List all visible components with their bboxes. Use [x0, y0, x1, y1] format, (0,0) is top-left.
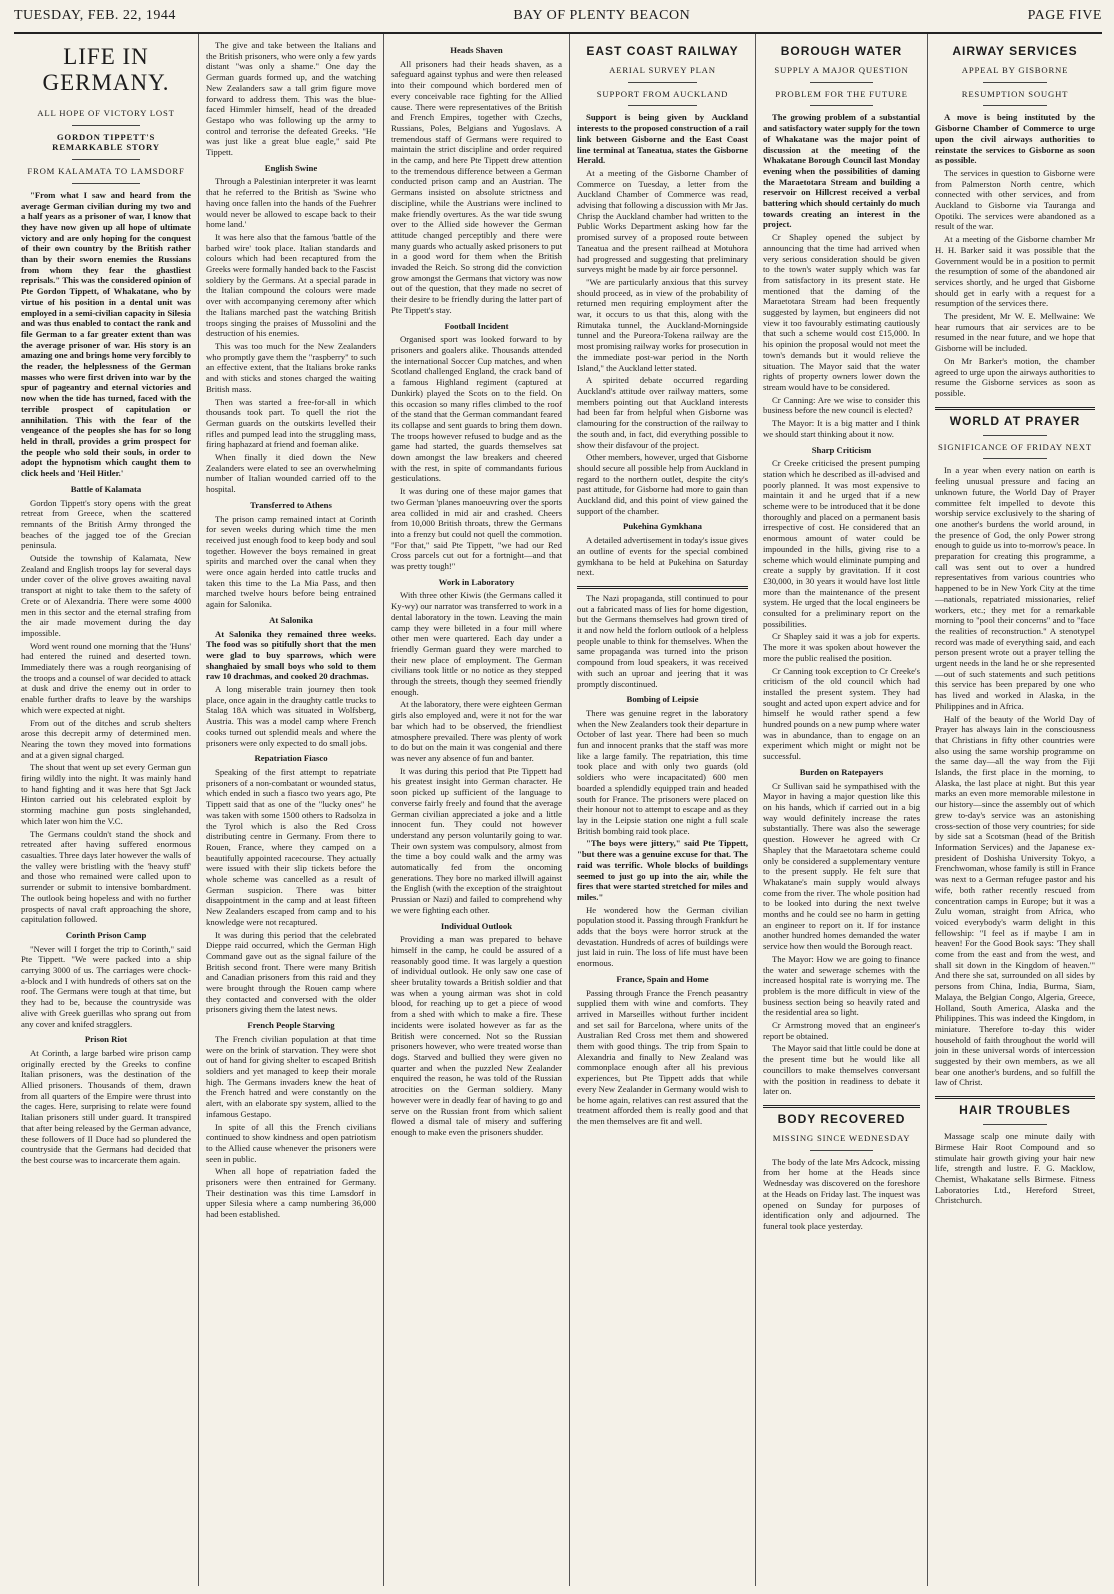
airway-lead: A move is being instituted by the Gisborne Chamber of Commerce to urge upon the civil airways authorities to reinstate the services to Gisborne as soon as possible. [935, 112, 1095, 166]
airway-paragraph: At a meeting of the Gisborne chamber Mr H. H. Barker said it was possible that the Government would be in a position to permit the resumption of some of the abandoned air services shortly, and he urged that Gisborne should get in early with a request for a resumption of the services there. [935, 234, 1095, 309]
divider [628, 82, 696, 83]
life-paragraph: A long miserable train journey then took place, once again in the draughty cattle trucks to Stalag 18A which was situated in Wolfsberg, Austria. This was a model camp where French cooks turned out splendid meals and where the prisoners were only expected to do small jobs. [206, 684, 376, 748]
water-paragraph: The Mayor: How we are going to finance the water and sewerage schemes with the increased hospital rate is worrying me. The problem is the more difficult in view of the business section being so heavily rated and the residential area so light. [763, 953, 920, 1018]
water-paragraph: Cr Canning took exception to Cr Creeke's criticism of the old council which had installed the present system. They had sought and acted upon expert advice and for himself he would rather spend a few hundred pounds on a new pump where water was in abundance, than to engage on an experiment which might or might not be successful. [763, 665, 920, 762]
life-paragraph: The Germans couldn't stand the shock and retreated after having suffered enormous casualties. Three days later however the walls of the valley were bristling with the 'heavy stuff' and those who remained were called upon to surrender or submit to intensive bombardment. The outlook being hopeless and with no further prospects of naval craft approaching the shore, capitulation followed. [21, 828, 191, 925]
life-subhead-2: GORDON TIPPETT'S REMARKABLE STORY [52, 131, 160, 153]
issue-date: TUESDAY, FEB. 22, 1944 [14, 8, 176, 23]
divider [983, 1124, 1047, 1125]
hair-paragraph: Massage scalp one minute daily with Birmese Hair Root Compound and so stimulate hair growth giving your hair new life, strength and lustre. F. G. Macklow, Chemist, Whakatane sells Birmese. Fitness Laboratories Ltd., Hereford Street, Christchurch. [935, 1131, 1095, 1206]
divider [72, 125, 140, 126]
columns [14, 34, 1102, 1586]
life-subhead-1: ALL HOPE OF VICTORY LOST [37, 108, 175, 118]
railway-lead: Support is being given by Auckland interests to the proposed construction of a rail link between Gisborne and the East Coast line terminal at Taneatua, states the Gisborne Herald. [577, 112, 748, 166]
life-section-heading: Battle of Kalamata [70, 483, 142, 494]
life-paragraph: At Corinth, a large barbed wire prison camp originally erected by the Greeks to confine Italian prisoners, was the destination of the Allied prisoners. Thousands of them, drawn from all quarters of the Empire were thrust into the cages. Here, surprising to relate were found Italian prisoners still under guard. It transpired that after being released by the German advance, these followers of Il Duce had so plundered the countryside that the Germans had decided that the best course was to incarcerate them again. [21, 1047, 191, 1165]
life-paragraph: He wondered how the German civilian population stood it. Passing through Frankfurt he adds that the boys were horror struck at the devastation. Hundreds of acres of buildings were just laid in ruin. The loss of life must have been enormous. [577, 904, 748, 969]
life-section-heading: At Salonika [269, 614, 313, 625]
life-paragraph: It was during this period that Pte Tippett had his greatest insight into German character. He soon picked up sufficient of the language to converse fairly freely and found that the average German civilian appreciated a joke and a little innocent fun. They could not however understand any person voluntarily going to war. Their own system was compulsory, almost from the time a boy could walk and the army was automatically fed from the oncoming generations. They bore no marked illwill against the English (with the exception of the straightout Prussian or Nazi) and failed to comprehend why we were fighting each other. [391, 765, 562, 915]
life-paragraph: This was too much for the New Zealanders who promptly gave them the "raspberry" to such an effective extent, that the Italians broke ranks and with sticks and stones charged the waiting British mass. [206, 340, 376, 394]
life-section-heading: Football Incident [444, 320, 509, 331]
water-section-heading: Burden on Ratepayers [799, 766, 884, 777]
life-paragraph: Speaking of the first attempt to repatriate prisoners of a non-combatant or wounded status, which ended in such a fiasco two years ago, Pte Tippett said that as one of the "lucky ones" he was taken with some 1500 others to Radsolza in the Tyrol which is also the Red Cross distributing centre in Germany. From there to Rouen, France, where they camped on a beautifully appointed racecourse. They actually were issued with their slip tickets before the whole scheme was cancelled as a result of German suspicion. There was bitter disappointment in the camp and at least fifteen New Zealanders escaped from camp and to his knowledge were not recaptured. [206, 767, 376, 927]
life-paragraph: When all hope of repatriation faded the prisoners were then entrained for Germany. Their destination was this time Lamsdorf in upper Silesia where a camp numbering 36,000 had been established. [206, 1166, 376, 1220]
divider [983, 435, 1047, 436]
water-paragraph: Cr Shapley opened the subject by announcing that the time had arrived when very serious consideration should be given to the town's water supply which was far from satisfactory in its present state. He mentioned that the daming of the Maraetotara Stream had been frequently suggested by laymen, but engineers did not view it too favourably estimating cautiously that such a scheme would cost £15,000. In his opinion the proposal would not meet the town's demands but it would relieve the situation. The Mayor said that the water rights of property owners lower down the stream would have to be considered. [763, 232, 920, 392]
water-paragraph: Cr Canning: Are we wise to consider this business before the new council is elected? [763, 394, 920, 416]
water-subhead-1: SUPPLY A MAJOR QUESTION [774, 65, 909, 75]
body-subhead: MISSING SINCE WEDNESDAY [772, 1132, 911, 1143]
masthead [14, 8, 1102, 34]
airway-headline: AIRWAY SERVICES [952, 44, 1078, 58]
life-paragraph: The give and take between the Italians and the British prisoners, who were only a few yards distant "was only a shame." One day the German guards formed up, and the watching New Zealanders saw a tall grim figure move forward to address them. This was the blue-faced Himmler himself, head of the dreaded Gestapo who was following up the army to control and terrorise the defeated Greeks. "He was just like a great blue eagle," said Pte Tippett. [206, 40, 376, 158]
life-section-heading: Repatriation Fiasco [254, 753, 328, 764]
life-paragraph: Then was started a free-for-all in which thousands took part. To quell the riot the German guards on the outskirts levelled their rifles and pumped lead into the struggling mass, firing haphazard at friend and foeman alike. [206, 396, 376, 450]
body-headline: BODY RECOVERED [777, 1111, 906, 1126]
column-2 [199, 34, 384, 1586]
divider [935, 1096, 1095, 1099]
divider [577, 586, 748, 589]
railway-paragraph: "We are particularly anxious that this survey should proceed, as in view of the probability of returned men requiring employment after the war, it occurs to us that this, along with the Rimutaka tunnel, the Auckland-Morningside tunnel and the Pureora-Tokena railway are the most promising railway works for prosecution in the immediate post-war period in the North Island," the Auckland letter stated. [577, 276, 748, 373]
life-section-heading: Work in Laboratory [438, 576, 515, 587]
life-section-heading: English Swine [264, 162, 318, 173]
divider [628, 105, 696, 106]
life-paragraph: Word went round one morning that the 'Huns' had entered the ruined and deserted town. Immediately there was a rough reorganising of the troops and a counsel of war decided to attack at dusk and drive the enemy out in order to enable further drafts to leave by the warships which were expected at night. [21, 640, 191, 715]
railway-headline: EAST COAST RAILWAY [586, 44, 739, 58]
airway-subhead-2: RESUMPTION SOUGHT [961, 88, 1069, 99]
life-paragraph-bold: At Salonika they remained three weeks. The food was so pitifully short that the men were glad to buy sparrows, which were shanghaied by small boys who sold to them raw 10 drachmas, and cooked 20 drachmas. [206, 628, 376, 682]
life-paragraph: It was during this period that the celebrated Dieppe raid occurred, which the German High Command gave out as the signal failure of the British second front. There were many British and Canadian prisoners from this raid and they were brought through the Rouen camp where they contacted and conversed with the older prisoners giving them the latest news. [206, 929, 376, 1015]
life-paragraph: The Nazi propaganda, still continued to pour out a fabricated mass of lies for home digestion, but the Germans themselves had grown tired of it and now held the forlorn outlook of a helpless people unable to think for themselves. When the same propaganda was turned into the prison compound from loud speakers, it was received with such an uproar and jeering that it was promptly discontinued. [577, 592, 748, 689]
life-paragraph: With three other Kiwis (the Germans called it Ky-wy) our narrator was transferred to work in a dental laboratory in the town. Leaving the main camp they were billeted in a four mill where other men were quartered. Each day under a friendly German guard they were marched to their new place of employment. The German civilians took little or no notice as they stepped through the streets, though they seemed friendly enough. [391, 590, 562, 697]
life-paragraph: Passing through France the French peasantry supplied them with wine and comforts. They arrived in Marseilles without further incident and set sail for Barcelona, where units of the Australian Red Cross met them and showered them with good things. The trip from Spain to Alexandria and finally to New Zealand was commonplace enough after all his previous experiences, but Pte Tippett adds that while every New Zealander in Germany would wish to be home again, relatives can rest assured that the treatment afforded them is really good and that the men themselves are fit and well. [577, 987, 748, 1126]
life-section-heading: Bombing of Leipsie [626, 694, 699, 705]
water-paragraph: The Mayor: It is a big matter and I think we should start thinking about it now. [763, 418, 920, 439]
railway-paragraph: A spirited debate occurred regarding Auckland's attitude over railway matters, some members pointing out that Auckland interests had been far from helpful when Gisborne was clamouring for the construction of the railway to the south and, in fact, did everything possible to show their disfavour of the project. [577, 375, 748, 450]
life-section-heading: French People Starving [247, 1020, 335, 1031]
railway-paragraph: Other members, however, urged that Gisborne should secure all possible help from Auckland in regard to the northern outlet, despite the city's past attitude, for Gisborne had more to gain than Auckland did, and this point of view gained the support of the chamber. [577, 452, 748, 516]
life-paragraph: From out of the ditches and scrub shelters arose this decrepit army of determined men. Nearing the town they moved into formations and at a given signal charged. [21, 717, 191, 760]
column-6 [928, 34, 1102, 1586]
divider [72, 183, 140, 184]
railway-paragraph: At a meeting of the Gisborne Chamber of Commerce on Tuesday, a letter from the Auckland Chamber of Commerce was read, advising that following a discussion with Mr Jas. Chrisp the Auckland chamber had written to the Public Works Department asking how far the promised survey of a proposed route between Taneatua and the present railhead at Motuhora had progressed and suggesting that preliminary surveys might be made by air force personnel. [577, 167, 748, 275]
life-paragraph: The French civilian population at that time were on the brink of starvation. They were shot out of hand for giving shelter to escaped British soldiers and yet managed to keep their morale high. The Germans invaders knew the heat of the French hatred and were constantly on the alert, with an elaborate spy system, allied to the infamous Gestapo. [206, 1033, 376, 1119]
gymkhana-paragraph: A detailed advertisement in today's issue gives an outline of events for the special combined gymkhana to be held at Pukehina on Saturday next. [577, 535, 748, 578]
life-section-heading: France, Spain and Home [616, 973, 709, 984]
life-paragraph: "Never will I forget the trip to Corinth," said Pte Tippett. "We were packed into a ship carrying 3000 of us. The carriages were chock-a-block and I with hundreds of others sat on the roof. The Germans were tough at that time, but they had to be, because the countryside was alive with Greek guerillas who sprang out from any cover and knifed stragglers. [21, 943, 191, 1029]
gymkhana-heading: Pukehina Gymkhana [623, 521, 702, 532]
water-headline: BOROUGH WATER [780, 44, 903, 58]
airway-paragraph: The services in question to Gisborne were from Palmerston North centre, which connected with other services, and from Auckland to Gisborne via Tauranga and Opotiki. The services were abandoned as a result of the war. [935, 167, 1095, 232]
life-section-heading: Individual Outlook [440, 920, 513, 931]
body-paragraph: The body of the late Mrs Adcock, missing from her home at the Heads since Wednesday was discovered on the foreshore at the Heads on Friday last. The inquest was opened on Sunday for purposes of identification only and adjourned. The funeral took place yesterday. [763, 1156, 920, 1231]
water-paragraph: Cr Sullivan said he sympathised with the Mayor in having a major question like this on his hands, which if carried out in a big way would definitely increase the rates substantially. There was also the sewerage question. However he agreed with Cr Shapley that the Maraetotara scheme could only be considered a supplementary venture to the present supply. He felt sure that Whakatane's main supply would always come from the river. The whole position had to be looked into during the next twelve months and he could see no harm in getting an engineer to report on it. If for instance another hundred homes demanded the water service how then would the Borough react. [763, 780, 920, 952]
life-paragraph: The prison camp remained intact at Corinth for seven weeks during which time the men received just enough food to keep body and soul together. However the boys remained in great spirits and marched over the canal when they were once again herded into cattle trucks and taken this time to the La Mia Pass, and then marched twelve hours before being entrained again for Salonika. [206, 513, 376, 610]
railway-subhead-1: AERIAL SURVEY PLAN [609, 65, 716, 75]
prayer-paragraph: In a year when every nation on earth is feeling unusual pressure and facing an unknown future, the World Day of Prayer committee felt impelled to devote this worship service exclusively to the sharing of one another's burdens the world around, in the presence of God, the only Power strong enough to guide us into to-morrow's peace. In preparation for creating this programme, a call was sent out to over a hundred representatives from various countries who happened to be in New York City at the time—nationals, repatriated missionaries, relief workers, etc.; they met for a remarkable morning to "pool their concerns" and to "face the realities of reconstruction." A stenotypel record was made of everything said, and each person present wrote out a prayer telling the urgent needs in the land he or she represented—out of such statements and such petitions this service has been prepared by one who has lived and worked in Alaska, in the Philippines and in Africa. [935, 465, 1095, 711]
column-1 [14, 34, 199, 1586]
life-paragraph: Outside the township of Kalamata, New Zealand and English troops lay for several days under cover of the olive groves awaiting naval transport at night to take them to the safety of Crete or of Alexandria. There were some 4000 men in this sector and the eternal strafing from the air made movement during the day impossible. [21, 553, 191, 638]
divider [72, 159, 140, 160]
life-paragraph: Through a Palestinian interpreter it was learnt that he referred to the British as 'Swine who having once fallen into the hands of the Fuehrer would never be allowed to escape back to their home land.' [206, 176, 376, 230]
divider [763, 1105, 920, 1108]
life-section-heading: Heads Shaven [450, 45, 503, 55]
page-number: PAGE FIVE [1027, 8, 1102, 23]
water-paragraph: The Mayor said that little could be done at the present time but he would like all councillors to make themselves conversant with the position in readiness to debate it later on. [763, 1043, 920, 1097]
life-section-heading: Prison Riot [84, 1034, 128, 1045]
divider [983, 82, 1047, 83]
water-subhead-2: PROBLEM FOR THE FUTURE [775, 88, 908, 99]
life-paragraph: All prisoners had their heads shaven, as a safeguard against typhus and were then released into their compound which bordered men of every conceivable race fighting for the Allied cause. There were representatives of the British and French Empires, together with Czechs, Russians, Poles, Belgians and Yugoslavs. A tremendous staff of Germans were required to maintain the strict discipline and order required in the camp, and here Pte Tippett drew attention to the tremendous difference between a German conducted prison camp and an Austrian. The Germans insisted on absolute strictness and discipline, while the Austrians were inclined to make friendly overtures. As the war tide swung over to the Allied side however the German attitude changed perceptibly and there were many guards who actually asked prisoners to put in a good word for them when the British invaded the Reich. So strong did the conviction grow amongst the Germans that victory was now out of the question, that they made no secret of their desire to be friendly during the latter part of Pte Tippett's stay. [391, 58, 562, 315]
prayer-headline: WORLD AT PRAYER [949, 413, 1081, 428]
divider [810, 82, 873, 83]
divider [983, 458, 1047, 459]
column-5 [756, 34, 928, 1586]
divider [810, 1150, 873, 1151]
airway-paragraph: The president, Mr W. E. Mellwaine: We hear rumours that air services are to be resumed in the near future, and we hope that Gisborne will be included. [935, 311, 1095, 354]
water-paragraph: Cr Shapley said it was a job for experts. The more it was spoken about however the more the public realised the position. [763, 631, 920, 663]
life-paragraph: When finally it died down the New Zealanders were elated to see an overwhelming number of Italian wounded carried off to the hospital. [206, 452, 376, 495]
life-paragraph: At the laboratory, there were eighteen German girls also employed and, were it not for the war bar which had to be observed, the friendliest atmosphere prevailed. There was plenty of work to do but on the main it was congenial and there was never any absence of fun and banter. [391, 699, 562, 763]
column-4 [570, 34, 756, 1586]
life-paragraph: The shout that went up set every German gun firing wildly into the night. It was mainly hand to hand fighting and it was here that Sgt Jack Hinton carried out his celebrated exploit by storming machine gun posts singlehanded, which later won him the V.C. [21, 762, 191, 826]
prayer-paragraph: Half of the beauty of the World Day of Prayer has always lain in the consciousness that Christians in fifty other countries were also using the same worship programme on the same day—all the way from the Fiji Islands, the first place in the morning, to Alaska, the last place at night. But this year marks an even more memorable milestone in our history—since the assembly out of which grew to-day's service was an astonishing cross-section of those very countries; for side by side sat a Scotsman (head of the British Information Services) and the Japanese ex-president of Doshisha University Tokyo, a Frenchwoman, whose family is still in France was next to a German refugee pastor and his wife, both rather recently rescued from concentration camps in Europe; but it was a Zulu woman, straight from Africa, who voiced everybody's warm delight in this fellowship: "I feel as if maybe I am in heaven! For the Good Book says: 'They shall come from the east and from the west, and shall sit down in the Kingdom of heaven.'" And there she sat, surrounded on all sides by persons from China, India, Burma, Siam, Malaya, the Belgian Congo, Algeria, Greece, Holland, South America, Alaska and the Philippines. This was indeed the Kingdom, in miniature. Therefore to-day this wider household of faith throughout the world will join in these universal words of intercession suggested by their own members, as we all bear one another's burdens, and so fulfill the law of Christ. [935, 713, 1095, 1088]
life-section-heading: Corinth Prison Camp [65, 929, 147, 940]
life-paragraph: Organised sport was looked forward to by prisoners and goalers alike. Thousands attended the international Soccer Cup matches, and when Scotland challenged England, the crack band of a famous Highland regiment (captured at Dunkirk) played the Scots on to the field. On this occasion so many rifles climbed to the roof of the stand that the German commandant feared its collapse and sent guards to bring them down. The troops however refused to budge and as the game had started, the guards themselves sat down amongst the law breakers and cheered with the rest, in spite of commandants furious gesticulations. [391, 334, 562, 484]
newspaper-name: BAY OF PLENTY BEACON [513, 8, 691, 23]
life-paragraph: Providing a man was prepared to behave himself in the camp, he could be assured of a reasonably good time. It was largely a question of individual outlook. He only saw one case of sheer brutality towards a British soldier and that was when a young airman was shot in cold blood, for reaching up to get a piece of wood from a shed with which to make a fire. These incidents were isolated however as far as the British were concerned. Not so the Russian prisoners however, who were treated worse than dogs. Starved and bullied they were given no quarter and when the puzzled New Zealander enquired the reason, he was told of the Russian atrocities on the German soldiery. Many however were in deadly fear of having to go and serve on the Russian front from which salient flowed a dismal tale of misery and suffering enough to make even the prisoners shudder. [391, 934, 562, 1137]
life-headline: LIFE IN GERMANY. [42, 44, 170, 95]
divider [983, 105, 1047, 106]
water-paragraph: Cr Creeke criticised the present pumping station which he described as ill-advised and poorly planned. It was most expensive to maintain it and he urged that if a new scheme were to be introduced that it be done thoroughly and placed on a permanent basis irrespective of cost. He considered that an enormous amount of water could be impounded in the hills, giving rise to a scheme which would eliminate pumping and create a supply by gravitation. If it cost £30,000, in 30 years it would have lost little more than the maintenance of the present system. He urged that the local engineers be consulted for a preliminary report on the possibilities. [763, 458, 920, 629]
life-paragraph: Gordon Tippett's story opens with the great retreat from Greece, when the scattered remnants of the British Army thronged the beaches of the jagged toe of the Grecian peninsula. [21, 497, 191, 551]
life-subhead-3: FROM KALAMATA TO LAMSDORF [27, 166, 185, 177]
life-paragraph: There was genuine regret in the laboratory when the New Zealanders took their departure in October of last year. There had been so much fun and innocent pranks that the staff was more like a large family. The repatriation, this time took place and with only two guards (old soldiers who were incapacitated) 600 men boarded a splendidly equipped train and headed south for France. The prisoners were placed on their honour not to attempt to escape and as they lay in the Leipsie station one night a full scale British bombing raid took place. [577, 707, 748, 836]
water-lead: The growing problem of a substantial and satisfactory water supply for the town of Whakatane was the major point of discussion at the meeting of the Whakatane Borough Council last Monday evening when the possibilities of daming the Maraetotara Stream and building a reservoir on Hillcrest received a verbal battering which should certainly do much towards creating an interest in the project. [763, 112, 920, 230]
water-paragraph: Cr Armstrong moved that an engineer's report be obtained. [763, 1020, 920, 1041]
airway-subhead-1: APPEAL BY GISBORNE [961, 65, 1069, 75]
life-paragraph: It was here also that the famous 'battle of the barbed wire' took place. Italian standards and colours which had been recaptured from the Greeks were formally handed back to the Fascist soldiery by the Germans. At a special parade in the Italian compound the colours were made over with accompanying ceremony after which the Italians marched past the watching British troops singing the praises of Mussolini and the destruction of his enemies. [206, 231, 376, 339]
life-paragraph: In spite of all this the French civilians continued to show kindness and open patriotism to the Allied cause whenever the prisoners were seen in public. [206, 1121, 376, 1164]
column-3 [384, 34, 570, 1586]
divider [935, 407, 1095, 410]
prayer-subhead: SIGNIFICANCE OF FRIDAY NEXT [938, 441, 1092, 452]
railway-subhead-2: SUPPORT FROM AUCKLAND [596, 88, 729, 99]
life-paragraph-bold: "The boys were jittery," said Pte Tippett, "but there was a genuine excuse for that. The raid was terrific. Whole blocks of buildings seemed to just go up into the air, while the fires that were started stretched for miles and miles." [577, 838, 748, 902]
divider [810, 105, 873, 106]
life-paragraph: It was during one of these major games that two German 'planes manoeuvring over the sports area collided in mid air and crashed. Cheers from 10,000 British throats, threw the Germans into a frenzy but could not quell the commotion. "For that," said Pte Tippett, "we had our Red Cross parcels cut out for a fortnight—and that was pretty tough!" [391, 486, 562, 572]
hair-headline: HAIR TROUBLES [959, 1103, 1071, 1118]
water-section-heading: Sharp Criticism [811, 444, 872, 455]
airway-paragraph: On Mr Barker's motion, the chamber agreed to urge upon the airways authorities to resume the Gisborne services as soon as possible. [935, 355, 1095, 398]
life-lead: "From what I saw and heard from the average German civilian during my two and a half years as a prisoner of war, I know that they have now given up all hope of ultimate victory and are only hoping for the conquest of their own country by the British rather than by their sworn enemies the Russians from whom they fear the ghastliest reprisals." This was the considered opinion of Pte Gordon Tippett, of Whakatane, who by virtue of his position in a dental unit was employed in a semi-civilian capacity in Silesia and was thus enabled to contact the rank and file German to a far greater extent than was the average prisoner of war. His story is an amazing one and brings home very forcibly to the reader, the helplessness of the German masses who were first driven into war by the spur of pageantry and eternal victories and now when the tide has turned, faced with the terrible prospect of capitulation or annihilation. This with the fear of the vengeance of the peoples she has for so long held in thrall, provides a grim prospect for the people who sold their souls, in order to adopt the hypnotism which caught them to click heels and 'Heil Hitler.' [21, 189, 191, 479]
life-section-heading: Transferred to Athens [250, 499, 332, 510]
